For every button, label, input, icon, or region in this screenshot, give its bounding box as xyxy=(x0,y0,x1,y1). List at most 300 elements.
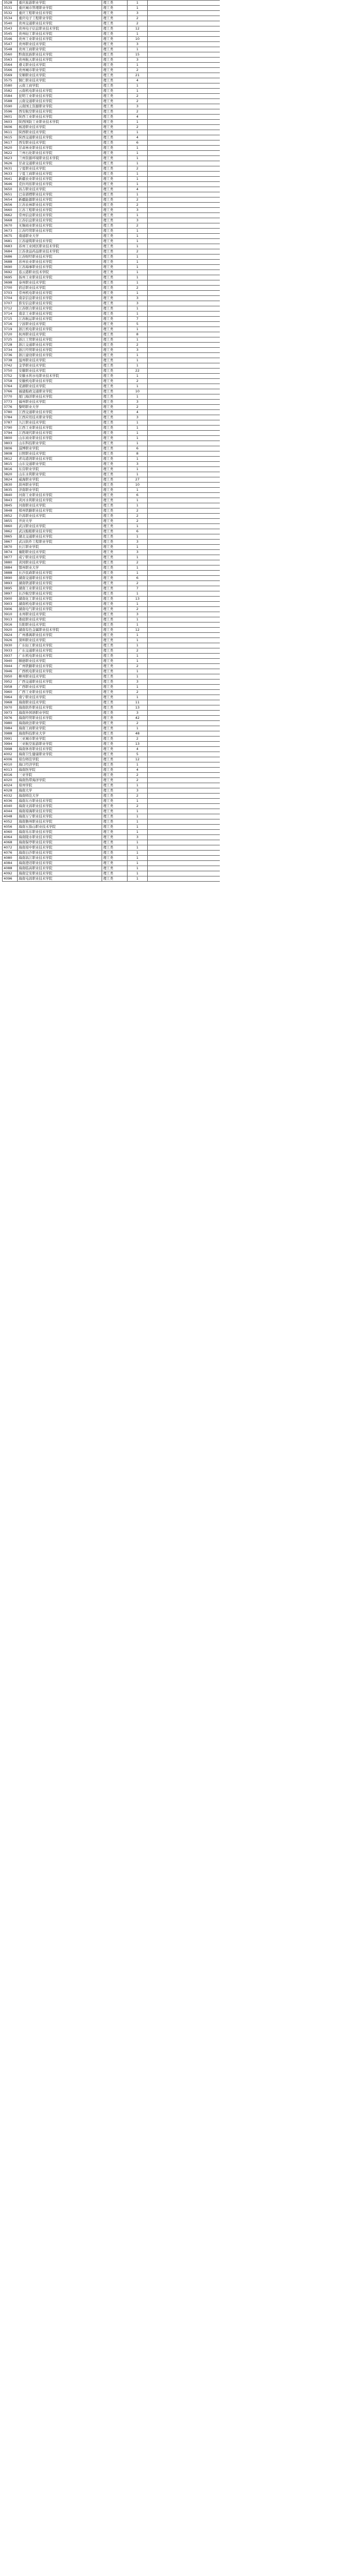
plan-count-cell: 2 xyxy=(128,560,148,565)
table-row xyxy=(3,778,220,783)
plan-count-cell: 13 xyxy=(128,705,148,711)
category-cell: 理工类 xyxy=(102,840,128,845)
category-cell: 理工类 xyxy=(102,172,128,177)
note-cell xyxy=(148,799,220,804)
table-row xyxy=(3,571,220,576)
school-name-cell: 湖南铁道职业技术学院 xyxy=(18,581,102,586)
note-cell xyxy=(148,752,220,757)
school-name-cell: 郑州铁路职业技术学院 xyxy=(18,508,102,514)
table-row xyxy=(3,42,220,47)
school-code-cell: 3651 xyxy=(3,192,18,197)
table-row xyxy=(3,711,220,716)
note-cell xyxy=(148,58,220,63)
category-cell: 理工类 xyxy=(102,612,128,617)
category-cell: 理工类 xyxy=(102,597,128,602)
table-row xyxy=(3,462,220,467)
plan-count-cell: 2 xyxy=(128,508,148,514)
table-row xyxy=(3,555,220,560)
category-cell: 理工类 xyxy=(102,301,128,306)
school-name-cell: 黄冈职业技术学院 xyxy=(18,560,102,565)
school-name-cell: 云南机电职业技术学院 xyxy=(18,89,102,94)
plan-count-cell: 1 xyxy=(128,762,148,768)
school-name-cell: 广西工业职业技术学院 xyxy=(18,690,102,695)
school-name-cell: 苏州农业职业技术学院 xyxy=(18,260,102,265)
school-code-cell: 3684 xyxy=(3,249,18,254)
category-cell: 理工类 xyxy=(102,415,128,420)
table-row xyxy=(3,664,220,669)
school-code-cell: 3750 xyxy=(3,369,18,374)
school-code-cell: 3532 xyxy=(3,11,18,16)
school-code-cell: 3840 xyxy=(3,493,18,498)
note-cell xyxy=(148,63,220,68)
category-cell: 理工类 xyxy=(102,374,128,379)
category-cell: 理工类 xyxy=(102,426,128,431)
school-name-cell: 江西工业职业技术学院 xyxy=(18,426,102,431)
category-cell: 理工类 xyxy=(102,140,128,146)
school-code-cell: 3920 xyxy=(3,628,18,633)
table-row xyxy=(3,617,220,622)
plan-count-cell: 2 xyxy=(128,125,148,130)
note-cell xyxy=(148,508,220,514)
table-row xyxy=(3,674,220,680)
category-cell: 理工类 xyxy=(102,534,128,540)
plan-count-cell: 3 xyxy=(128,400,148,405)
school-name-cell: 金华职业技术学院 xyxy=(18,363,102,369)
school-name-cell: 河南工业职业技术学院 xyxy=(18,493,102,498)
category-cell: 理工类 xyxy=(102,773,128,778)
plan-count-cell: 2 xyxy=(128,405,148,410)
category-cell: 理工类 xyxy=(102,384,128,389)
note-cell xyxy=(148,768,220,773)
category-cell: 理工类 xyxy=(102,576,128,581)
note-cell xyxy=(148,591,220,597)
school-name-cell: 咸宁职业技术学院 xyxy=(18,555,102,560)
school-code-cell: 3884 xyxy=(3,565,18,571)
table-row xyxy=(3,26,220,32)
note-cell xyxy=(148,524,220,529)
school-code-cell: 3752 xyxy=(3,374,18,379)
plan-count-cell: 7 xyxy=(128,586,148,591)
school-code-cell: 3569 xyxy=(3,73,18,78)
school-name-cell: 江苏工程职业技术学院 xyxy=(18,208,102,213)
school-code-cell: 3824 xyxy=(3,477,18,483)
table-row xyxy=(3,498,220,503)
note-cell xyxy=(148,483,220,488)
table-row xyxy=(3,115,220,120)
note-cell xyxy=(148,42,220,47)
school-code-cell: 3994 xyxy=(3,742,18,747)
enrollment-table xyxy=(2,0,220,882)
plan-count-cell: 1 xyxy=(128,420,148,426)
plan-count-cell: 1 xyxy=(128,244,148,249)
plan-count-cell: 2 xyxy=(128,514,148,519)
plan-count-cell: 10 xyxy=(128,389,148,394)
plan-count-cell: 6 xyxy=(128,446,148,451)
note-cell xyxy=(148,291,220,296)
table-row xyxy=(3,410,220,415)
note-cell xyxy=(148,762,220,768)
category-cell: 理工类 xyxy=(102,602,128,607)
category-cell: 理工类 xyxy=(102,545,128,550)
plan-count-cell: 2 xyxy=(128,737,148,742)
enrollment-table-sheet xyxy=(2,0,220,2576)
table-row xyxy=(3,208,220,213)
school-code-cell: 3686 xyxy=(3,254,18,260)
school-code-cell: 3534 xyxy=(3,16,18,21)
table-row xyxy=(3,58,220,63)
table-row xyxy=(3,239,220,244)
school-code-cell: 4068 xyxy=(3,840,18,845)
category-cell: 理工类 xyxy=(102,540,128,545)
plan-count-cell: 1 xyxy=(128,503,148,508)
table-row xyxy=(3,73,220,78)
note-cell xyxy=(148,322,220,327)
school-code-cell: 3944 xyxy=(3,664,18,669)
school-name-cell: 云南交通职业技术学院 xyxy=(18,99,102,104)
table-row xyxy=(3,742,220,747)
note-cell xyxy=(148,94,220,99)
table-row xyxy=(3,135,220,140)
school-code-cell: 3596 xyxy=(3,109,18,115)
school-name-cell: 常州信息职业技术学院 xyxy=(18,213,102,218)
school-name-cell: 海南科技职业大学 xyxy=(18,731,102,737)
category-cell: 理工类 xyxy=(102,6,128,11)
school-name-cell: 长沙民政职业技术学院 xyxy=(18,571,102,576)
school-code-cell: 3606 xyxy=(3,125,18,130)
plan-count-cell: 1 xyxy=(128,229,148,234)
table-row xyxy=(3,52,220,58)
table-row xyxy=(3,467,220,472)
plan-count-cell: 2 xyxy=(128,804,148,809)
category-cell: 理工类 xyxy=(102,778,128,783)
plan-count-cell: 3 xyxy=(128,540,148,545)
school-code-cell: 3950 xyxy=(3,674,18,680)
plan-count-cell: 1 xyxy=(128,130,148,135)
category-cell: 理工类 xyxy=(102,529,128,534)
category-cell: 理工类 xyxy=(102,731,128,737)
plan-count-cell: 1 xyxy=(128,363,148,369)
category-cell: 理工类 xyxy=(102,446,128,451)
note-cell xyxy=(148,177,220,182)
category-cell: 理工类 xyxy=(102,622,128,628)
category-cell: 理工类 xyxy=(102,135,128,140)
school-code-cell: 3897 xyxy=(3,591,18,597)
school-code-cell: 3758 xyxy=(3,379,18,384)
note-cell xyxy=(148,436,220,441)
note-cell xyxy=(148,379,220,384)
category-cell: 理工类 xyxy=(102,26,128,32)
school-name-cell: 湖南化工职业技术学院 xyxy=(18,597,102,602)
note-cell xyxy=(148,244,220,249)
note-cell xyxy=(148,586,220,591)
note-cell xyxy=(148,426,220,431)
plan-count-cell: 1 xyxy=(128,358,148,363)
note-cell xyxy=(148,840,220,845)
school-code-cell: 3806 xyxy=(3,446,18,451)
note-cell xyxy=(148,135,220,140)
school-code-cell: 3736 xyxy=(3,353,18,358)
plan-count-cell: 1 xyxy=(128,783,148,788)
school-code-cell: 3728 xyxy=(3,343,18,348)
school-code-cell: 3603 xyxy=(3,120,18,125)
school-name-cell: 河南职业技术学院 xyxy=(18,503,102,508)
school-code-cell: 4028 xyxy=(3,788,18,794)
plan-count-cell: 1 xyxy=(128,643,148,648)
plan-count-cell: 10 xyxy=(128,37,148,42)
table-row xyxy=(3,244,220,249)
table-row xyxy=(3,265,220,270)
school-code-cell: 3631 xyxy=(3,166,18,172)
school-code-cell: 3545 xyxy=(3,32,18,37)
school-code-cell: 3776 xyxy=(3,405,18,410)
category-cell: 理工类 xyxy=(102,52,128,58)
school-code-cell: 3698 xyxy=(3,280,18,286)
school-name-cell: 云南工商学院 xyxy=(18,83,102,89)
plan-count-cell: 1 xyxy=(128,851,148,856)
note-cell xyxy=(148,809,220,814)
note-cell xyxy=(148,778,220,783)
plan-count-cell: 1 xyxy=(128,327,148,332)
table-row xyxy=(3,565,220,571)
table-row xyxy=(3,705,220,711)
school-name-cell: 贵州轻工职业技术学院 xyxy=(18,32,102,37)
school-name-cell: 广东轻工职业技术学院 xyxy=(18,643,102,648)
school-code-cell: 3770 xyxy=(3,394,18,400)
note-cell xyxy=(148,218,220,223)
category-cell: 理工类 xyxy=(102,472,128,477)
school-code-cell: 3566 xyxy=(3,68,18,73)
school-code-cell: 3615 xyxy=(3,135,18,140)
table-row xyxy=(3,109,220,115)
category-cell: 理工类 xyxy=(102,669,128,674)
school-name-cell: 南通职业大学 xyxy=(18,234,102,239)
note-cell xyxy=(148,633,220,638)
table-row xyxy=(3,540,220,545)
school-name-cell: 济南职业学院 xyxy=(18,488,102,493)
plan-count-cell: 2 xyxy=(128,721,148,726)
school-name-cell: 宿迁职业技术学院 xyxy=(18,286,102,291)
table-row xyxy=(3,374,220,379)
school-name-cell: 海南软件职业技术学院 xyxy=(18,705,102,711)
category-cell: 理工类 xyxy=(102,581,128,586)
note-cell xyxy=(148,249,220,254)
table-row xyxy=(3,353,220,358)
category-cell: 理工类 xyxy=(102,275,128,280)
school-code-cell: 3560 xyxy=(3,52,18,58)
table-row xyxy=(3,37,220,42)
table-row xyxy=(3,783,220,788)
category-cell: 理工类 xyxy=(102,208,128,213)
category-cell: 理工类 xyxy=(102,721,128,726)
note-cell xyxy=(148,208,220,213)
school-code-cell: 3860 xyxy=(3,524,18,529)
school-name-cell: 威海职业学院 xyxy=(18,477,102,483)
school-code-cell: 3988 xyxy=(3,731,18,737)
plan-count-cell: 1 xyxy=(128,146,148,151)
school-name-cell: 湖南电气职业技术学院 xyxy=(18,607,102,612)
school-code-cell: 3692 xyxy=(3,270,18,275)
school-code-cell: 3880 xyxy=(3,560,18,565)
category-cell: 理工类 xyxy=(102,286,128,291)
plan-count-cell: 21 xyxy=(128,73,148,78)
note-cell xyxy=(148,104,220,109)
plan-count-cell: 1 xyxy=(128,799,148,804)
category-cell: 理工类 xyxy=(102,296,128,301)
school-name-cell: 武汉软件工程职业学院 xyxy=(18,540,102,545)
school-code-cell: 3835 xyxy=(3,488,18,493)
note-cell xyxy=(148,726,220,731)
school-code-cell: 4060 xyxy=(3,830,18,835)
category-cell: 理工类 xyxy=(102,63,128,68)
school-name-cell: 贵州航天职业技术学院 xyxy=(18,58,102,63)
plan-count-cell: 1 xyxy=(128,825,148,830)
table-row xyxy=(3,312,220,317)
table-row xyxy=(3,446,220,451)
plan-count-cell: 1 xyxy=(128,1,148,6)
note-cell xyxy=(148,1,220,6)
table-row xyxy=(3,436,220,441)
school-name-cell: 福建船政交通职业学院 xyxy=(18,389,102,394)
school-name-cell: 江苏航运职业技术学院 xyxy=(18,317,102,322)
plan-count-cell: 2 xyxy=(128,94,148,99)
school-name-cell: 贵州交通职业技术学院 xyxy=(18,21,102,26)
note-cell xyxy=(148,400,220,405)
plan-count-cell: 1 xyxy=(128,654,148,659)
category-cell: 理工类 xyxy=(102,218,128,223)
plan-count-cell: 1 xyxy=(128,726,148,731)
table-row xyxy=(3,545,220,550)
school-code-cell: 3633 xyxy=(3,172,18,177)
school-name-cell: 江苏食品药品职业技术学院 xyxy=(18,249,102,254)
school-name-cell: 襄阳职业技术学院 xyxy=(18,550,102,555)
table-row xyxy=(3,83,220,89)
plan-count-cell: 1 xyxy=(128,260,148,265)
table-row xyxy=(3,622,220,628)
plan-count-cell: 12 xyxy=(128,26,148,32)
school-name-cell: 三亚城市职业学院 xyxy=(18,737,102,742)
school-name-cell: 昌吉职业技术学院 xyxy=(18,187,102,192)
note-cell xyxy=(148,467,220,472)
school-name-cell: 黄河水利职业技术学院 xyxy=(18,498,102,503)
table-row xyxy=(3,218,220,223)
school-code-cell: 3531 xyxy=(3,6,18,11)
school-name-cell: 无锡商业职业技术学院 xyxy=(18,223,102,229)
note-cell xyxy=(148,804,220,809)
category-cell: 理工类 xyxy=(102,560,128,565)
school-name-cell: 海南琼中职业技术学院 xyxy=(18,845,102,851)
note-cell xyxy=(148,78,220,83)
category-cell: 理工类 xyxy=(102,830,128,835)
note-cell xyxy=(148,260,220,265)
table-row xyxy=(3,768,220,773)
school-name-cell: 海口经济学院 xyxy=(18,762,102,768)
plan-count-cell: 1 xyxy=(128,602,148,607)
table-row xyxy=(3,633,220,638)
plan-count-cell: 1 xyxy=(128,472,148,477)
category-cell: 理工类 xyxy=(102,229,128,234)
table-row xyxy=(3,229,220,234)
category-cell: 理工类 xyxy=(102,819,128,825)
school-name-cell: 海南职业技术学院 xyxy=(18,700,102,705)
category-cell: 理工类 xyxy=(102,716,128,721)
plan-count-cell: 1 xyxy=(128,353,148,358)
school-name-cell: 陕西工业职业技术学院 xyxy=(18,115,102,120)
school-code-cell: 3998 xyxy=(3,747,18,752)
category-cell: 理工类 xyxy=(102,405,128,410)
plan-count-cell: 1 xyxy=(128,565,148,571)
category-cell: 理工类 xyxy=(102,488,128,493)
school-code-cell: 3924 xyxy=(3,633,18,638)
note-cell xyxy=(148,37,220,42)
note-cell xyxy=(148,669,220,674)
table-row xyxy=(3,11,220,16)
category-cell: 理工类 xyxy=(102,856,128,861)
school-name-cell: 温州职业技术学院 xyxy=(18,358,102,363)
school-name-cell: 江西现代职业技术学院 xyxy=(18,431,102,436)
table-row xyxy=(3,731,220,737)
category-cell: 理工类 xyxy=(102,125,128,130)
category-cell: 理工类 xyxy=(102,436,128,441)
school-name-cell: 江苏经贸职业技术学院 xyxy=(18,229,102,234)
category-cell: 理工类 xyxy=(102,83,128,89)
school-code-cell: 4076 xyxy=(3,851,18,856)
school-code-cell: 3964 xyxy=(3,695,18,700)
school-name-cell: 海南屯昌职业技术学院 xyxy=(18,876,102,882)
school-code-cell: 4080 xyxy=(3,856,18,861)
school-code-cell: 3808 xyxy=(3,451,18,457)
category-cell: 理工类 xyxy=(102,244,128,249)
category-cell: 理工类 xyxy=(102,674,128,680)
table-row xyxy=(3,648,220,654)
category-cell: 理工类 xyxy=(102,146,128,151)
school-name-cell: 甘肃林业职业技术学院 xyxy=(18,146,102,151)
table-row xyxy=(3,737,220,742)
category-cell: 理工类 xyxy=(102,410,128,415)
school-code-cell: 3590 xyxy=(3,104,18,109)
table-row xyxy=(3,591,220,597)
school-name-cell: 江西应用技术职业学院 xyxy=(18,415,102,420)
note-cell xyxy=(148,6,220,11)
table-row xyxy=(3,223,220,229)
table-row xyxy=(3,607,220,612)
note-cell xyxy=(148,550,220,555)
plan-count-cell: 1 xyxy=(128,571,148,576)
plan-count-cell: 1 xyxy=(128,436,148,441)
table-row xyxy=(3,581,220,586)
note-cell xyxy=(148,120,220,125)
plan-count-cell: 13 xyxy=(128,597,148,602)
plan-count-cell: 1 xyxy=(128,47,148,52)
plan-count-cell: 13 xyxy=(128,742,148,747)
school-name-cell: 重庆电子工程职业学院 xyxy=(18,16,102,21)
plan-count-cell: 2 xyxy=(128,664,148,669)
school-name-cell: 琼台师范学院 xyxy=(18,757,102,762)
note-cell xyxy=(148,21,220,26)
plan-count-cell: 2 xyxy=(128,607,148,612)
note-cell xyxy=(148,389,220,394)
table-row xyxy=(3,700,220,705)
category-cell: 理工类 xyxy=(102,363,128,369)
plan-count-cell: 1 xyxy=(128,830,148,835)
note-cell xyxy=(148,73,220,78)
school-code-cell: 3794 xyxy=(3,431,18,436)
school-code-cell: 3910 xyxy=(3,612,18,617)
school-name-cell: 山东水利职业学院 xyxy=(18,472,102,477)
school-code-cell: 4088 xyxy=(3,866,18,871)
school-code-cell: 4016 xyxy=(3,773,18,778)
table-row xyxy=(3,369,220,374)
category-cell: 理工类 xyxy=(102,477,128,483)
